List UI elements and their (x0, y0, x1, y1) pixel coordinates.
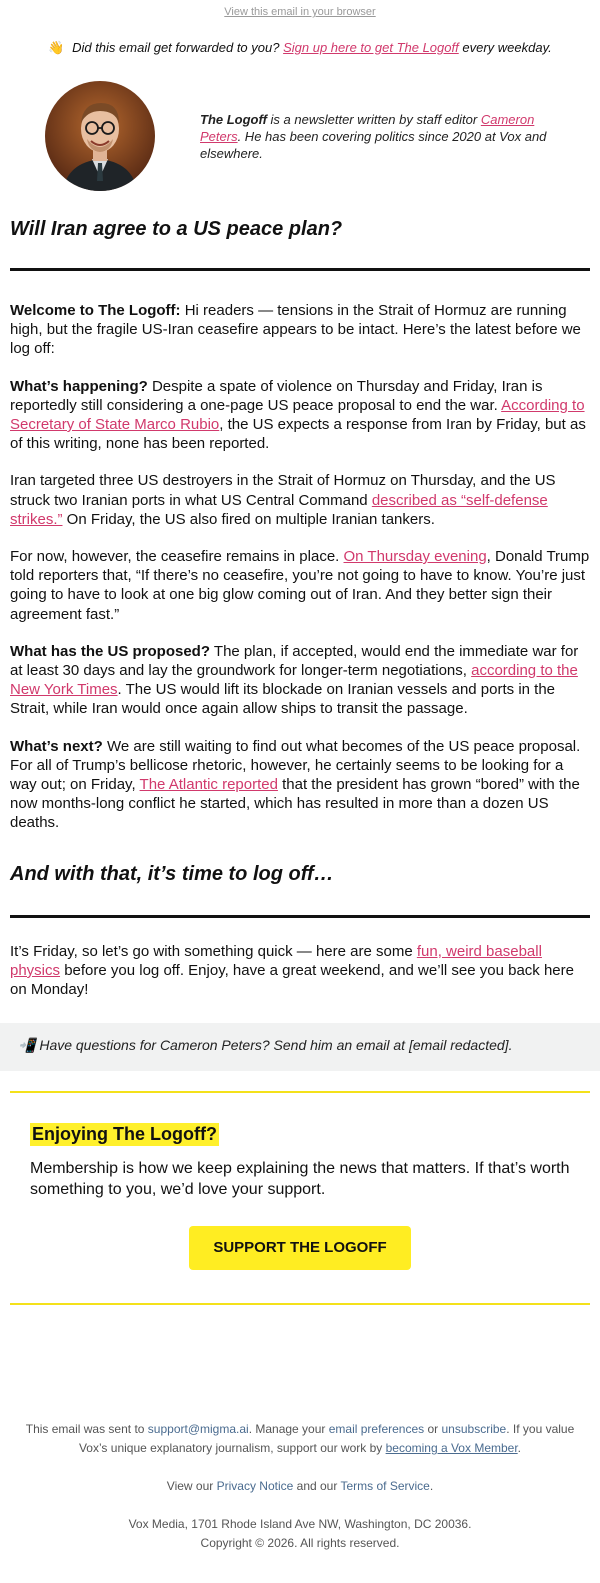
bio-text (200, 111, 560, 162)
author-bio (0, 80, 600, 192)
divider (10, 268, 590, 271)
paragraph-text: The plan, if accepted, would end the immediate war for at least 30 days and lay the groundwork for longer-term negotiations, (10, 642, 579, 680)
baseball-physics-link[interactable]: fun, weird baseball physics (10, 942, 542, 979)
bio-brand: The Logoff (200, 111, 267, 127)
unsubscribe-link[interactable]: unsubscribe (441, 1422, 507, 1436)
footer-text: This email was sent to (25, 1422, 145, 1436)
story-paragraph (10, 642, 590, 719)
questions-text: Have questions for Cameron Peters? Send him an email at [email redacted]. (39, 1037, 513, 1054)
mobile-phone-icon: 📲 (18, 1037, 36, 1054)
paragraph-text: Iran targeted three US destroyers in the Strait of Hormuz on Thursday, and the US struck two Iranian ports in what US Central Command (10, 472, 556, 509)
email-preferences-link[interactable]: email preferences (328, 1422, 425, 1436)
headline: Will Iran agree to a US peace plan? (10, 218, 343, 240)
author-avatar (45, 81, 155, 191)
paragraph-lead: Welcome to The Logoff: (10, 302, 181, 319)
support-box (10, 1091, 590, 1305)
nyt-link[interactable]: according to the New York Times (10, 662, 578, 699)
paragraph-text: We are still waiting to find out what becomes of the US peace proposal. For all of Trump’s bellicose rhetoric, however, he certainly seems to be looking for a way out; on Friday, (10, 737, 581, 794)
signup-link[interactable]: Sign up here to get The Logoff (283, 40, 459, 55)
support-heading: Enjoying The Logoff? (32, 1124, 217, 1145)
author-portrait-icon (45, 81, 155, 191)
author-link[interactable]: Cameron Peters (200, 111, 535, 144)
self-defense-link[interactable]: described as “self-defense strikes.” (10, 491, 548, 528)
support-button[interactable]: SUPPORT THE LOGOFF (189, 1226, 411, 1270)
paragraph-lead: What’s happening? (10, 377, 148, 395)
questions-box (0, 1023, 600, 1071)
story-paragraph (10, 377, 590, 454)
browser-link-row (0, 0, 600, 22)
divider (10, 915, 590, 918)
footer-text: . (429, 1479, 434, 1493)
footer-copyright: Copyright © 2026. All rights reserved. (200, 1536, 400, 1550)
atlantic-link[interactable]: The Atlantic reported (139, 776, 278, 794)
footer-legal (10, 1477, 590, 1496)
logoff-heading: And with that, it’s time to log off… (10, 862, 334, 885)
recipient-email-link[interactable]: support@migma.ai (147, 1422, 249, 1436)
story-paragraph (10, 737, 590, 833)
bio-text-1: is a newsletter written by staff editor (270, 111, 478, 127)
story-paragraph (10, 547, 590, 624)
paragraph-text: that the president has grown “bored” with the now months-long conflict he started, which has resulted in more than a dozen US deaths. (10, 776, 580, 832)
rubio-link[interactable]: According to Secretary of State Marco Rubio (10, 396, 585, 434)
paragraph-text: . The US would lift its blockade on Iranian vessels and ports in the Strait, while Iran would once again allow ships to transit the passage. (10, 681, 556, 718)
forward-suffix: every weekday. (462, 40, 552, 55)
waving-hand-icon: 👋 (48, 40, 65, 55)
footer-address-block (10, 1515, 590, 1553)
paragraph-text: , Donald Trump told reporters that, “If there’s no ceasefire, you’re not going to have to know. You’re just going to have to look at one big glow coming out of Iran. And they better sign their agreement fast.” (10, 548, 590, 623)
friday-paragraph (0, 942, 600, 1000)
footer-sent (10, 1420, 590, 1458)
paragraph-text: On Friday, the US also fired on multiple Iranian tankers. (66, 510, 435, 528)
paragraph-text: It’s Friday, so let’s go with something quick — here are some (10, 942, 413, 960)
paragraph-lead: What’s next? (10, 737, 103, 755)
paragraph-text: Despite a spate of violence on Thursday and Friday, Iran is reportedly still considering a one-page US peace proposal to end the war. (10, 377, 543, 414)
paragraph-text: For now, however, the ceasefire remains in place. (10, 548, 340, 566)
paragraph-lead: What has the US proposed? (10, 642, 211, 660)
footer-text: View our (166, 1479, 214, 1493)
support-body: Membership is how we keep explaining the news that matters. If that’s worth something to you, we’d love your support. (30, 1160, 570, 1199)
footer-text: and our (296, 1479, 338, 1493)
story-body (0, 301, 600, 833)
bio-text-2: . He has been covering politics since 2020 at Vox and elsewhere. (200, 128, 547, 161)
paragraph-text: Hi readers — tensions in the Strait of Hormuz are running high, but the fragile US-Iran ceasefire appears to be intact. Here’s the latest before we log off: (10, 302, 581, 358)
paragraph-text: before you log off. Enjoy, have a great weekend, and we’ll see you back here on Monday! (10, 961, 574, 999)
footer-text: . Manage your (248, 1422, 326, 1436)
terms-link[interactable]: Terms of Service (340, 1479, 430, 1493)
vox-member-link[interactable]: becoming a Vox Member (385, 1441, 518, 1455)
footer-text: or (427, 1422, 439, 1436)
thursday-evening-link[interactable]: On Thursday evening (343, 548, 487, 566)
story-paragraph (10, 301, 590, 359)
footer-text: . (517, 1441, 522, 1455)
privacy-notice-link[interactable]: Privacy Notice (216, 1479, 294, 1493)
footer (0, 1420, 600, 1553)
forward-prefix: Did this email get forwarded to you? (72, 40, 280, 55)
paragraph-text: , the US expects a response from Iran by Friday, but as of this writing, none has been reported. (10, 416, 586, 453)
footer-text: . If you value Vox’s unique explanatory journalism, support our work by (78, 1422, 575, 1455)
forward-banner (0, 40, 600, 60)
story-paragraph (10, 471, 590, 529)
footer-address: Vox Media, 1701 Rhode Island Ave NW, Washington, DC 20036. (128, 1517, 472, 1531)
view-in-browser-link[interactable]: View this email in your browser (224, 6, 376, 18)
